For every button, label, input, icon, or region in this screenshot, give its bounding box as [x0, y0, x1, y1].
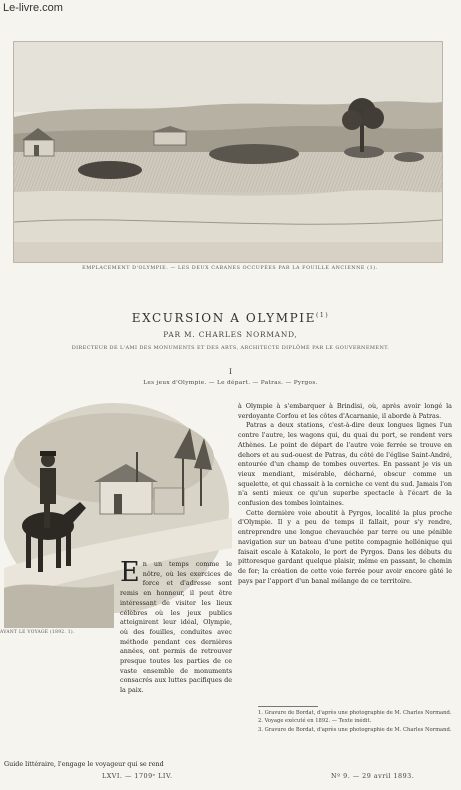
- right-column-text: [238, 402, 452, 586]
- footnote-1: 1. Gravure de Bordat, d'après une photographie de M. Charles Normand.: [258, 710, 452, 716]
- landscape-svg: [14, 42, 442, 262]
- article-title: [0, 311, 461, 325]
- right-paragraph-1: à Olympie à s'embarquer à Brindisi, où, après avoir longé la verdoyante Corfou et les côtes d'Acarnanie, il aborde à Patras.: [238, 402, 452, 420]
- footnotes: [258, 709, 454, 734]
- title-footnote-mark: (1): [315, 312, 330, 319]
- issue-number: LXVI. — 1709ᵉ LIV.: [102, 772, 173, 780]
- footnote-3: 3. Gravure de Bordat, d'après une photographie de M. Charles Normand.: [258, 726, 452, 733]
- footnote-2: 2. Voyage exécuté en 1892. — Texte inédit.: [258, 718, 372, 725]
- left-column-text: [120, 557, 232, 696]
- drop-cap: E: [120, 557, 140, 588]
- left-paragraph-2: Guide littéraire, l'engage le voyageur qui se rend: [4, 760, 164, 768]
- left-paragraph-1: [120, 557, 232, 696]
- left-paragraph-1-text: n un temps comme le nôtre, où les exercices de force et d'adresse sont remis en honneur, il peut être intéressant de visiter les lieux célèbres où les jeux publics atteignirent leur idéal, Olympie, où des fouilles, conduites avec méthode pendant ces dernières années, ont permis de retrouver presque toutes les parties de ce vaste ensemble de monuments consacrés aux luttes pacifiques de la paix.: [120, 560, 232, 695]
- section-number: I: [229, 368, 232, 376]
- horseman-caption: AVANT LE VOYAGE (1892. 1).: [0, 630, 75, 635]
- footnote-rule: [258, 706, 318, 707]
- left-column-continuation: [4, 760, 232, 770]
- watermark-text: Le-livre.com: [3, 2, 63, 14]
- article-title-text: EXCURSION A OLYMPIE: [131, 311, 316, 325]
- olympia-landscape-engraving: [13, 41, 443, 263]
- right-paragraph-3: Cette dernière voie aboutit à Pyrgos, localité la plus proche d'Olympie. Il y a peu de temps il fallait, pour s'y rendre, entreprendre une longue chevauchée par terre ou une pénible navigation sur un bateau d'une petite compagnie hellénique qui faisait escale à Katakolo, le port de Pyrgos. Dans les débuts du pittoresque gardant quelque plaisir, même en passant, le chemin de fer; la création de cette voie ferrée pour avoir encore gâté le pays par l'apport d'un banal mélange de ce territoire.: [238, 508, 452, 585]
- section-summary: Les jeux d'Olympie. — Le départ. — Patras. — Pyrgos.: [143, 380, 318, 386]
- author-credentials: DIRECTEUR DE L'AMI DES MONUMENTS ET DES ARTS, ARCHITECTE DIPLÔMÉ PAR LE GOUVERNEMENT.: [71, 345, 390, 351]
- issue-date: Nº 9. — 29 avril 1893.: [331, 772, 415, 780]
- right-paragraph-2: Patras a deux stations, c'est-à-dire deux longues lignes l'un contre l'autre, les wagons qui, du quai du port, se rendent vers Athènes. Le point de départ de l'autre voie ferrée se trouve en dehors et au sud-ouest de Patras, du côté de l'église Saint-André, entourée d'un champ de tombes ouvertes. En passant je vis un vieux mendiant, misérable, décharné, obscur comme un squelette, et qui chassait à la corniche ce vent du sud. Jamais l'on n'a senti mieux ce qu'un superbe spectacle à l'écart de la confusion des tombes lointaines.: [238, 421, 452, 508]
- article-byline: PAR M. CHARLES NORMAND,: [163, 330, 298, 339]
- top-figure-caption: EMPLACEMENT D'OLYMPIE. — LES DEUX CABANES OCCUPÉES PAR LA FOUILLE ANCIENNE (1).: [82, 266, 378, 271]
